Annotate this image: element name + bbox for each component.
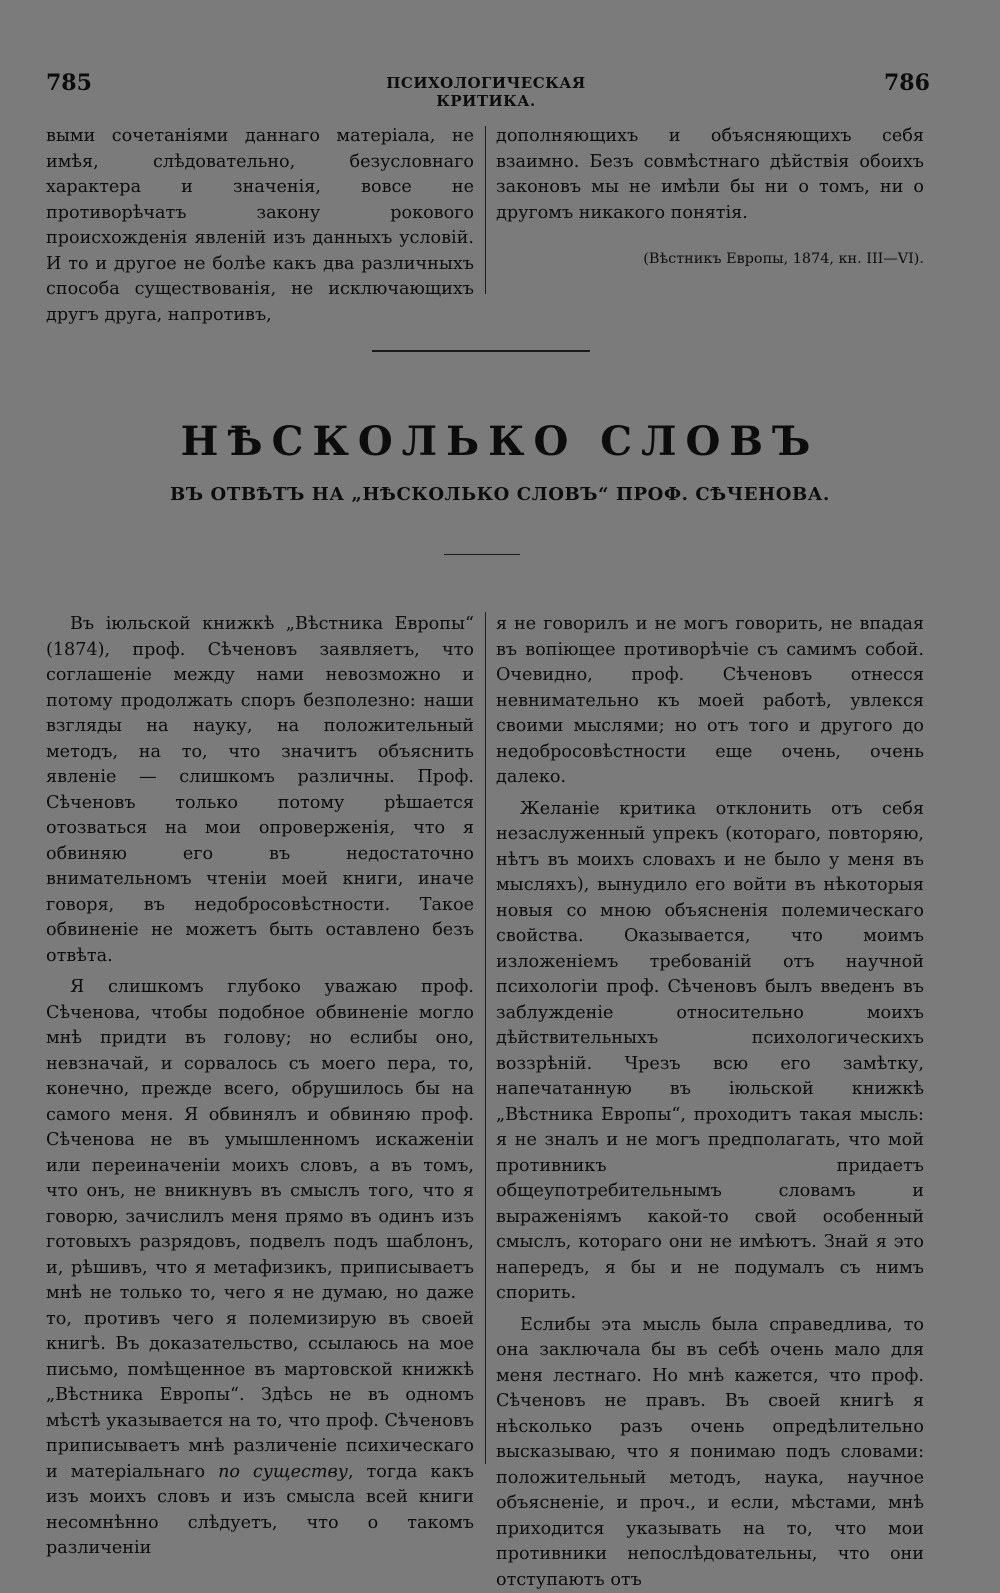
article-title: НѢСКОЛЬКО СЛОВЪ [0,418,1000,465]
left-paragraph-1: Въ іюльской книжкѣ „Вѣстника Европы“ (1874), проф. Сѣченовъ заявляетъ, что соглашеніе между нами невозможно и потому продолжать споръ безполезно: наши взгляды на науку, на положительный методъ, на то, что значитъ объяснить явленіе — слишкомъ различны. Проф. Сѣченовъ только потому рѣшается отозваться на мои опроверженія, что я обвиняю его въ недостаточно внимательномъ чтеніи моей книги, иначе говоря, въ недобросовѣстности. Такое обвиненіе не можетъ быть оставлено безъ отвѣта. [46,612,474,969]
running-title: ПСИХОЛОГИЧЕСКАЯ КРИТИКА. [336,74,636,110]
citation: (Вѣстникъ Европы, 1874, кн. III—VI). [496,248,924,270]
article-column-divider [485,612,486,1464]
left-paragraph-2-italic: по существу [218,1462,348,1482]
left-page-number: 785 [46,70,92,96]
left-paragraph-2-b: , тогда какъ изъ моихъ словъ и изъ смысла всей книги несомнѣнно слѣдуетъ, что о такомъ различеніи [46,1462,474,1559]
right-paragraph-3: Еслибы эта мысль была справедлива, то она заключала бы въ себѣ очень мало для меня лестнаго. Но мнѣ кажется, что проф. Сѣченовъ не правъ. Въ своей книгѣ я нѣсколько разъ очень опредѣлительно высказываю, что я понимаю подъ словами: положительный методъ, наука, научное объясненіе, и проч., и если, мѣстами, мнѣ приходится указывать на то, что мои противники непослѣдовательны, что они отступаютъ отъ [496,1313,924,1593]
page-header [0,64,1000,104]
top-column-divider [485,126,486,294]
top-right-text: дополняющихъ и объясняющихъ себя взаимно. Безъ совмѣстнаго дѣйствія обоихъ законовъ мы не имѣли бы ни о томъ, ни о другомъ никакого понятія. [496,124,924,226]
top-left-text: выми сочетаніями даннаго матеріала, не имѣя, слѣдовательно, безусловнаго характера и значенія, вовсе не противорѣчатъ закону рокового происхожденія явленій изъ данныхъ условій. И то и другое не болѣе какъ два различныхъ способа существованія, не исключающихъ другъ друга, напротивъ, [46,124,474,328]
right-page-number: 786 [884,70,930,96]
article-left-column [46,612,474,1562]
top-left-column [46,124,474,328]
left-paragraph-2-a: Я слишкомъ глубоко уважаю проф. Сѣченова, чтобы подобное обвиненіе могло мнѣ придти въ голову; но еслибы оно, невзначай, и сорвалось съ моего пера, то, конечно, прежде всего, обрушилось бы на самого меня. Я обвинялъ и обвиняю проф. Сѣченова не въ умышленномъ искаженіи или переиначеніи моихъ словъ, а въ томъ, что онъ, не вникнувъ въ смыслъ того, что я говорю, зачислилъ меня прямо въ одинъ изъ готовыхъ разрядовъ, подвелъ подъ шаблонъ, и, рѣшивъ, что я метафизикъ, приписываетъ мнѣ не только то, чего я не думаю, но даже то, противъ чего я полемизирую въ своей книгѣ. Въ доказательство, ссылаюсь на мое письмо, помѣщенное въ мартовской книжкѣ „Вѣстника Европы“. Здѣсь не въ одномъ мѣстѣ указывается на то, что проф. Сѣченовъ приписываетъ мнѣ различеніе психическаго и матеріальнаго [46,977,474,1482]
left-paragraph-2 [46,975,474,1562]
title-divider [444,554,520,555]
section-divider [372,350,590,352]
article-subtitle: ВЪ ОТВѢТЪ НА „НѢСКОЛЬКО СЛОВЪ“ ПРОФ. СѢЧЕНОВА. [0,484,1000,505]
right-paragraph-1: я не говорилъ и не могъ говорить, не впадая въ вопіющее противорѣчіе съ самимъ собой. Очевидно, проф. Сѣченовъ отнесся невнимательно къ моей работѣ, увлекся своими мыслями; но отъ того и другого до недобросовѣстности еще очень, очень далеко. [496,612,924,791]
top-right-column [496,124,924,270]
right-paragraph-2: Желаніе критика отклонить отъ себя незаслуженный упрекъ (котораго, повторяю, нѣтъ въ моихъ словахъ и не было у меня въ мысляхъ), вынудило его войти въ нѣкоторыя новыя со мною объясненія полемическаго свойства. Оказывается, что моимъ изложеніемъ требованій отъ научной психологіи проф. Сѣченовъ былъ введенъ въ заблужденіе относительно моихъ дѣйствительныхъ психологическихъ воззрѣній. Чрезъ всю его замѣтку, напечатанную въ іюльской книжкѣ „Вѣстника Европы“, проходитъ такая мысль: я не зналъ и не могъ предполагать, что мой противникъ придаетъ общеупотребительнымъ словамъ и выраженіямъ какой-то свой особенный смыслъ, котораго они не имѣютъ. Знай я это напередъ, я бы и не подумалъ съ нимъ спорить. [496,797,924,1307]
article-right-column [496,612,924,1593]
